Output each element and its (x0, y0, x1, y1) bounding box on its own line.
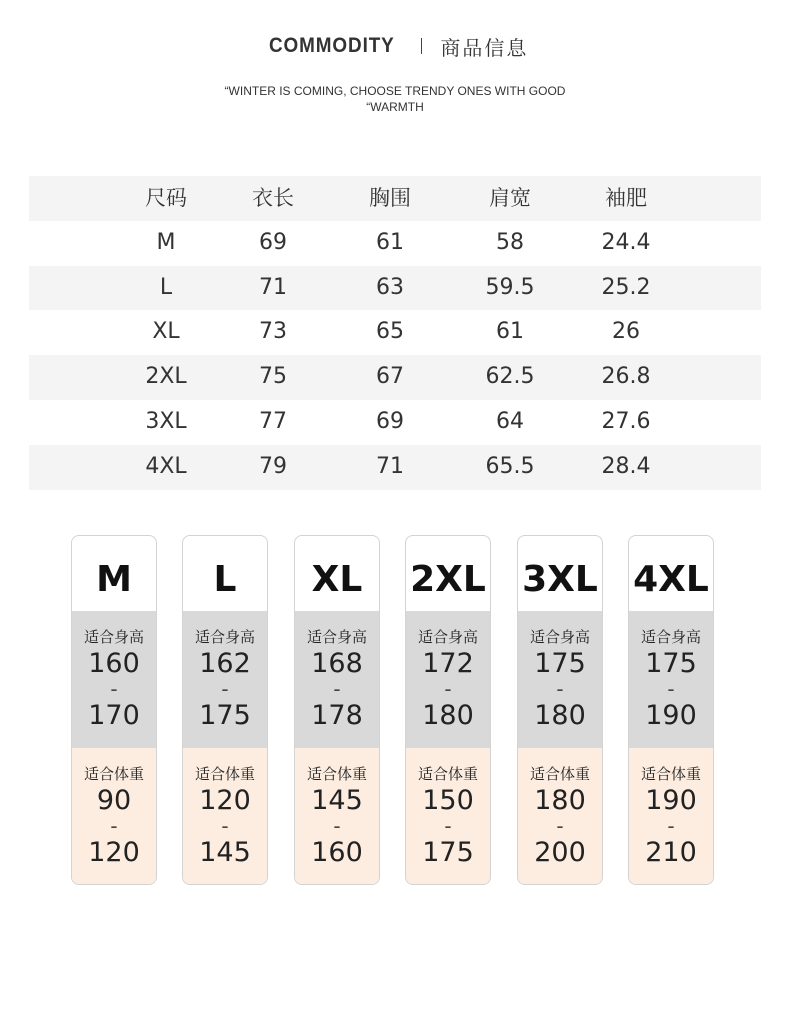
weight-label: 适合体重 (194, 765, 255, 783)
height-max: 175 (199, 700, 251, 731)
header-cell-chest: 胸围 (369, 186, 411, 210)
height-label: 适合身高 (194, 628, 255, 646)
table-cell: 73 (259, 319, 287, 345)
header-cell-size: 尺码 (145, 186, 187, 210)
table-row (29, 355, 761, 400)
weight-range (629, 748, 713, 884)
range-dash: - (444, 677, 452, 701)
height-min: 175 (534, 648, 586, 679)
weight-label: 适合体重 (83, 765, 144, 783)
table-row (29, 221, 761, 266)
weight-min: 150 (422, 785, 474, 816)
weight-max: 120 (88, 837, 140, 868)
table-cell: 26 (612, 319, 640, 345)
range-dash: - (221, 677, 229, 701)
table-cell: 63 (376, 274, 404, 300)
height-max: 180 (422, 700, 474, 731)
weight-max: 145 (199, 837, 251, 868)
height-min: 160 (88, 648, 140, 679)
weight-range (295, 748, 379, 884)
height-label: 适合身高 (529, 628, 590, 646)
header-cell-shoulder: 肩宽 (489, 186, 531, 210)
height-label: 适合身高 (417, 628, 478, 646)
range-dash: - (556, 814, 564, 838)
table-cell: 67 (376, 364, 404, 390)
height-min: 175 (645, 648, 697, 679)
weight-label: 适合体重 (529, 765, 590, 783)
weight-min: 145 (311, 785, 363, 816)
range-dash: - (221, 814, 229, 838)
height-min: 172 (422, 648, 474, 679)
table-row (29, 445, 761, 490)
card-size-label: M (96, 559, 132, 600)
weight-max: 175 (422, 837, 474, 868)
table-cell: 24.4 (601, 229, 651, 255)
table-cell: 3XL (145, 408, 187, 434)
range-dash: - (110, 677, 118, 701)
table-cell: 69 (376, 408, 404, 434)
tagline-line-1: “WINTER IS COMING, CHOOSE TRENDY ONES WITH GOOD (224, 84, 566, 98)
table-cell: 69 (259, 229, 287, 255)
height-max: 178 (311, 700, 363, 731)
height-label: 适合身高 (306, 628, 367, 646)
weight-max: 210 (645, 837, 697, 868)
height-range (295, 611, 379, 748)
table-cell: 26.8 (601, 364, 651, 390)
range-dash: - (556, 677, 564, 701)
header-cell-length: 衣长 (252, 186, 294, 210)
height-max: 180 (534, 700, 586, 731)
range-dash: - (667, 814, 675, 838)
height-label: 适合身高 (83, 628, 144, 646)
table-cell: XL (152, 319, 180, 345)
table-cell: 65.5 (485, 453, 535, 479)
table-row (29, 310, 761, 355)
height-min: 168 (311, 648, 363, 679)
table-row (29, 266, 761, 311)
header-cell-sleeve: 袖肥 (605, 186, 647, 210)
size-card-3xl (517, 535, 603, 885)
height-range (72, 611, 156, 748)
tagline (0, 83, 790, 115)
table-cell: 62.5 (485, 364, 535, 390)
range-dash: - (444, 814, 452, 838)
table-cell: 61 (376, 229, 404, 255)
table-cell: 58 (496, 229, 524, 255)
weight-max: 200 (534, 837, 586, 868)
table-cell: L (159, 274, 173, 300)
size-card-m (71, 535, 157, 885)
table-cell: M (156, 229, 176, 255)
size-card-xl (294, 535, 380, 885)
range-dash: - (333, 677, 341, 701)
weight-range (72, 748, 156, 884)
table-cell: 71 (259, 274, 287, 300)
weight-min: 90 (96, 785, 132, 816)
size-card-4xl (628, 535, 714, 885)
table-cell: 61 (496, 319, 524, 345)
table-cell: 75 (259, 364, 287, 390)
section-title: 商品信息 (440, 35, 529, 60)
card-size-label: 3XL (522, 559, 598, 600)
weight-min: 190 (645, 785, 697, 816)
table-cell: 79 (259, 453, 287, 479)
height-range (518, 611, 602, 748)
weight-min: 180 (534, 785, 586, 816)
table-header-row (29, 176, 761, 221)
range-dash: - (667, 677, 675, 701)
card-size-label: L (213, 559, 237, 600)
weight-min: 120 (199, 785, 251, 816)
weight-range (518, 748, 602, 884)
size-card-2xl (405, 535, 491, 885)
height-range (183, 611, 267, 748)
table-cell: 59.5 (485, 274, 535, 300)
size-table (29, 176, 761, 490)
title-divider (421, 38, 422, 54)
card-size-label: 2XL (410, 559, 486, 600)
table-cell: 27.6 (601, 408, 651, 434)
table-cell: 64 (496, 408, 524, 434)
weight-label: 适合体重 (640, 765, 701, 783)
brand-title: COMMODITY (268, 34, 395, 57)
table-cell: 4XL (145, 453, 187, 479)
weight-range (183, 748, 267, 884)
range-dash: - (333, 814, 341, 838)
table-cell: 65 (376, 319, 404, 345)
height-range (406, 611, 490, 748)
height-max: 190 (645, 700, 697, 731)
card-size-label: XL (311, 559, 363, 600)
size-card-l (182, 535, 268, 885)
weight-label: 适合体重 (417, 765, 478, 783)
range-dash: - (110, 814, 118, 838)
card-size-label: 4XL (633, 559, 709, 600)
height-label: 适合身高 (640, 628, 701, 646)
weight-max: 160 (311, 837, 363, 868)
height-max: 170 (88, 700, 140, 731)
table-cell: 28.4 (601, 453, 651, 479)
weight-label: 适合体重 (306, 765, 367, 783)
table-cell: 25.2 (601, 274, 651, 300)
table-cell: 71 (376, 453, 404, 479)
tagline-line-2: “WARMTH (366, 100, 424, 114)
height-min: 162 (199, 648, 251, 679)
weight-range (406, 748, 490, 884)
table-row (29, 400, 761, 445)
height-range (629, 611, 713, 748)
table-cell: 77 (259, 408, 287, 434)
table-cell: 2XL (145, 364, 187, 390)
page-header (0, 30, 790, 62)
